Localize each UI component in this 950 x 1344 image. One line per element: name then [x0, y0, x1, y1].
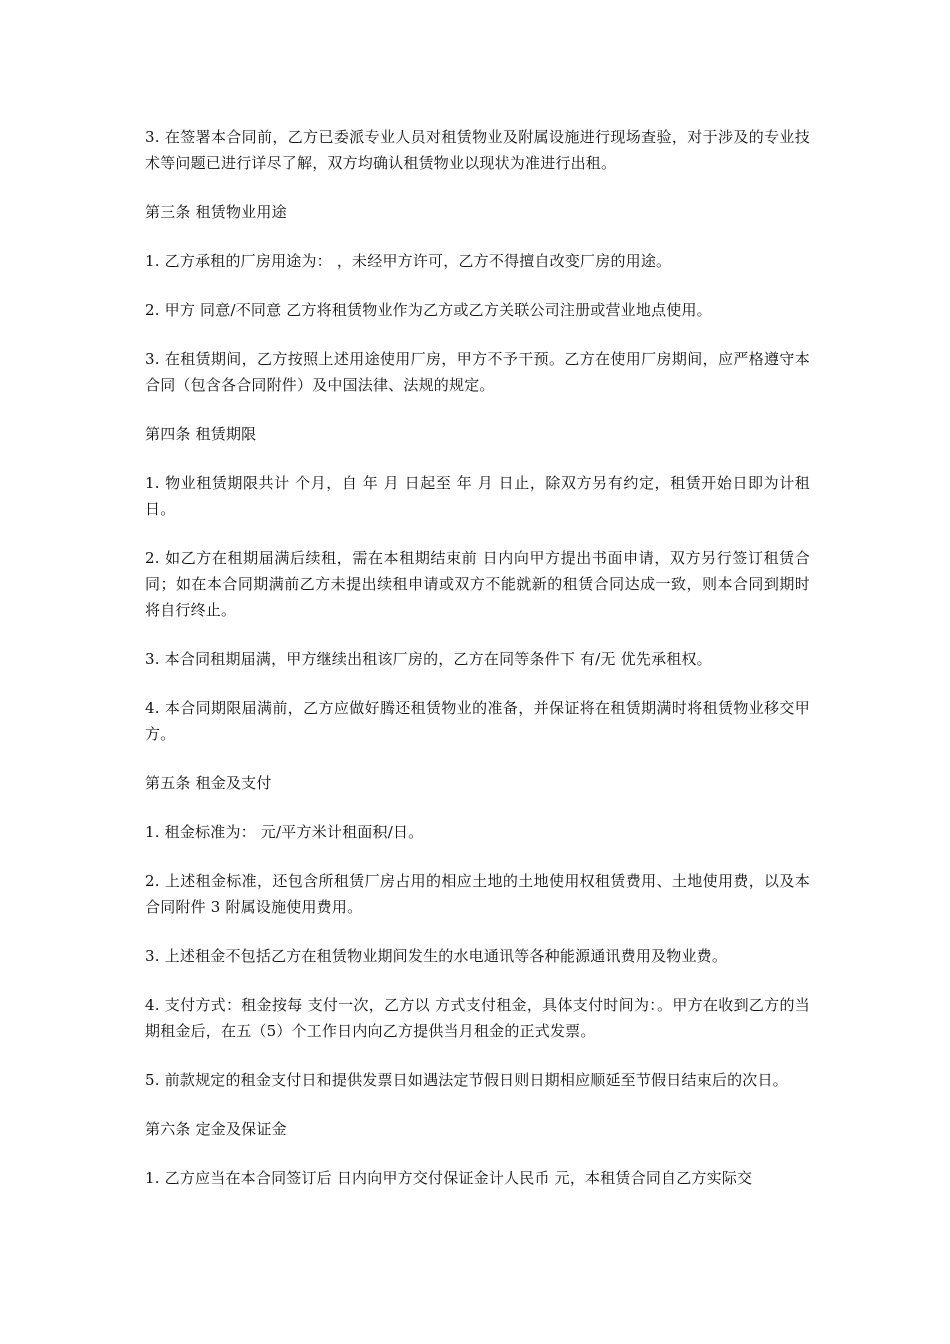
clause-term-1: 1. 物业租赁期限共计 个月，自 年 月 日起至 年 月 日止，除双方另有约定，租赁开始日即为计租日。: [145, 474, 810, 518]
clause-usage-2: 2. 甲方 同意/不同意 乙方将租赁物业作为乙方或乙方关联公司注册或营业地点使用。: [145, 301, 712, 319]
section-heading-article-5: 第五条 租金及支付: [145, 774, 272, 792]
section-heading-article-6: 第六条 定金及保证金: [145, 1120, 287, 1138]
section-heading-article-4: 第四条 租赁期限: [145, 425, 257, 443]
clause-rent-4: 4. 支付方式：租金按每 支付一次，乙方以 方式支付租金，具体支付时间为：。甲方在收到乙方的当期租金后，在五（5）个工作日内向乙方提供当月租金的正式发票。: [145, 996, 810, 1040]
document-page: [145, 124, 810, 1214]
clause-term-3: 3. 本合同租期届满，甲方继续出租该厂房的，乙方在同等条件下 有/无 优先承租权。: [145, 650, 712, 668]
clause-rent-5: 5. 前款规定的租金支付日和提供发票日如遇法定节假日则日期相应顺延至节假日结束后的次日。: [145, 1071, 788, 1089]
section-heading-article-3: 第三条 租赁物业用途: [145, 203, 287, 221]
clause-term-4: 4. 本合同期限届满前，乙方应做好腾还租赁物业的准备，并保证将在租赁期满时将租赁物业移交甲方。: [145, 699, 810, 743]
clause-usage-1: 1. 乙方承租的厂房用途为： ，未经甲方许可，乙方不得擅自改变厂房的用途。: [145, 252, 672, 270]
clause-usage-3: 3. 在租赁期间，乙方按照上述用途使用厂房，甲方不予干预。乙方在使用厂房期间，应严格遵守本合同（包含各合同附件）及中国法律、法规的规定。: [145, 350, 810, 394]
clause-deposit-1: 1. 乙方应当在本合同签订后 日内向甲方交付保证金计人民币 元，本租赁合同自乙方实际交: [145, 1169, 753, 1187]
clause-term-2: 2. 如乙方在租期届满后续租，需在本租期结束前 日内向甲方提出书面申请，双方另行签订租赁合同；如在本合同期满前乙方未提出续租申请或双方不能就新的租赁合同达成一致，则本合同到期时将自行终止。: [145, 549, 810, 619]
clause-rent-1: 1. 租金标准为： 元/平方米计租面积/日。: [145, 823, 424, 841]
clause-3-3-inspection: 3. 在签署本合同前，乙方已委派专业人员对租赁物业及附属设施进行现场查验，对于涉及的专业技术等问题已进行详尽了解，双方均确认租赁物业以现状为准进行出租。: [145, 128, 810, 172]
clause-rent-3: 3. 上述租金不包括乙方在租赁物业期间发生的水电通讯等各种能源通讯费用及物业费。: [145, 947, 728, 965]
clause-rent-2: 2. 上述租金标准，还包含所租赁厂房占用的相应土地的土地使用权租赁费用、土地使用费，以及本合同附件 3 附属设施使用费用。: [145, 872, 810, 916]
